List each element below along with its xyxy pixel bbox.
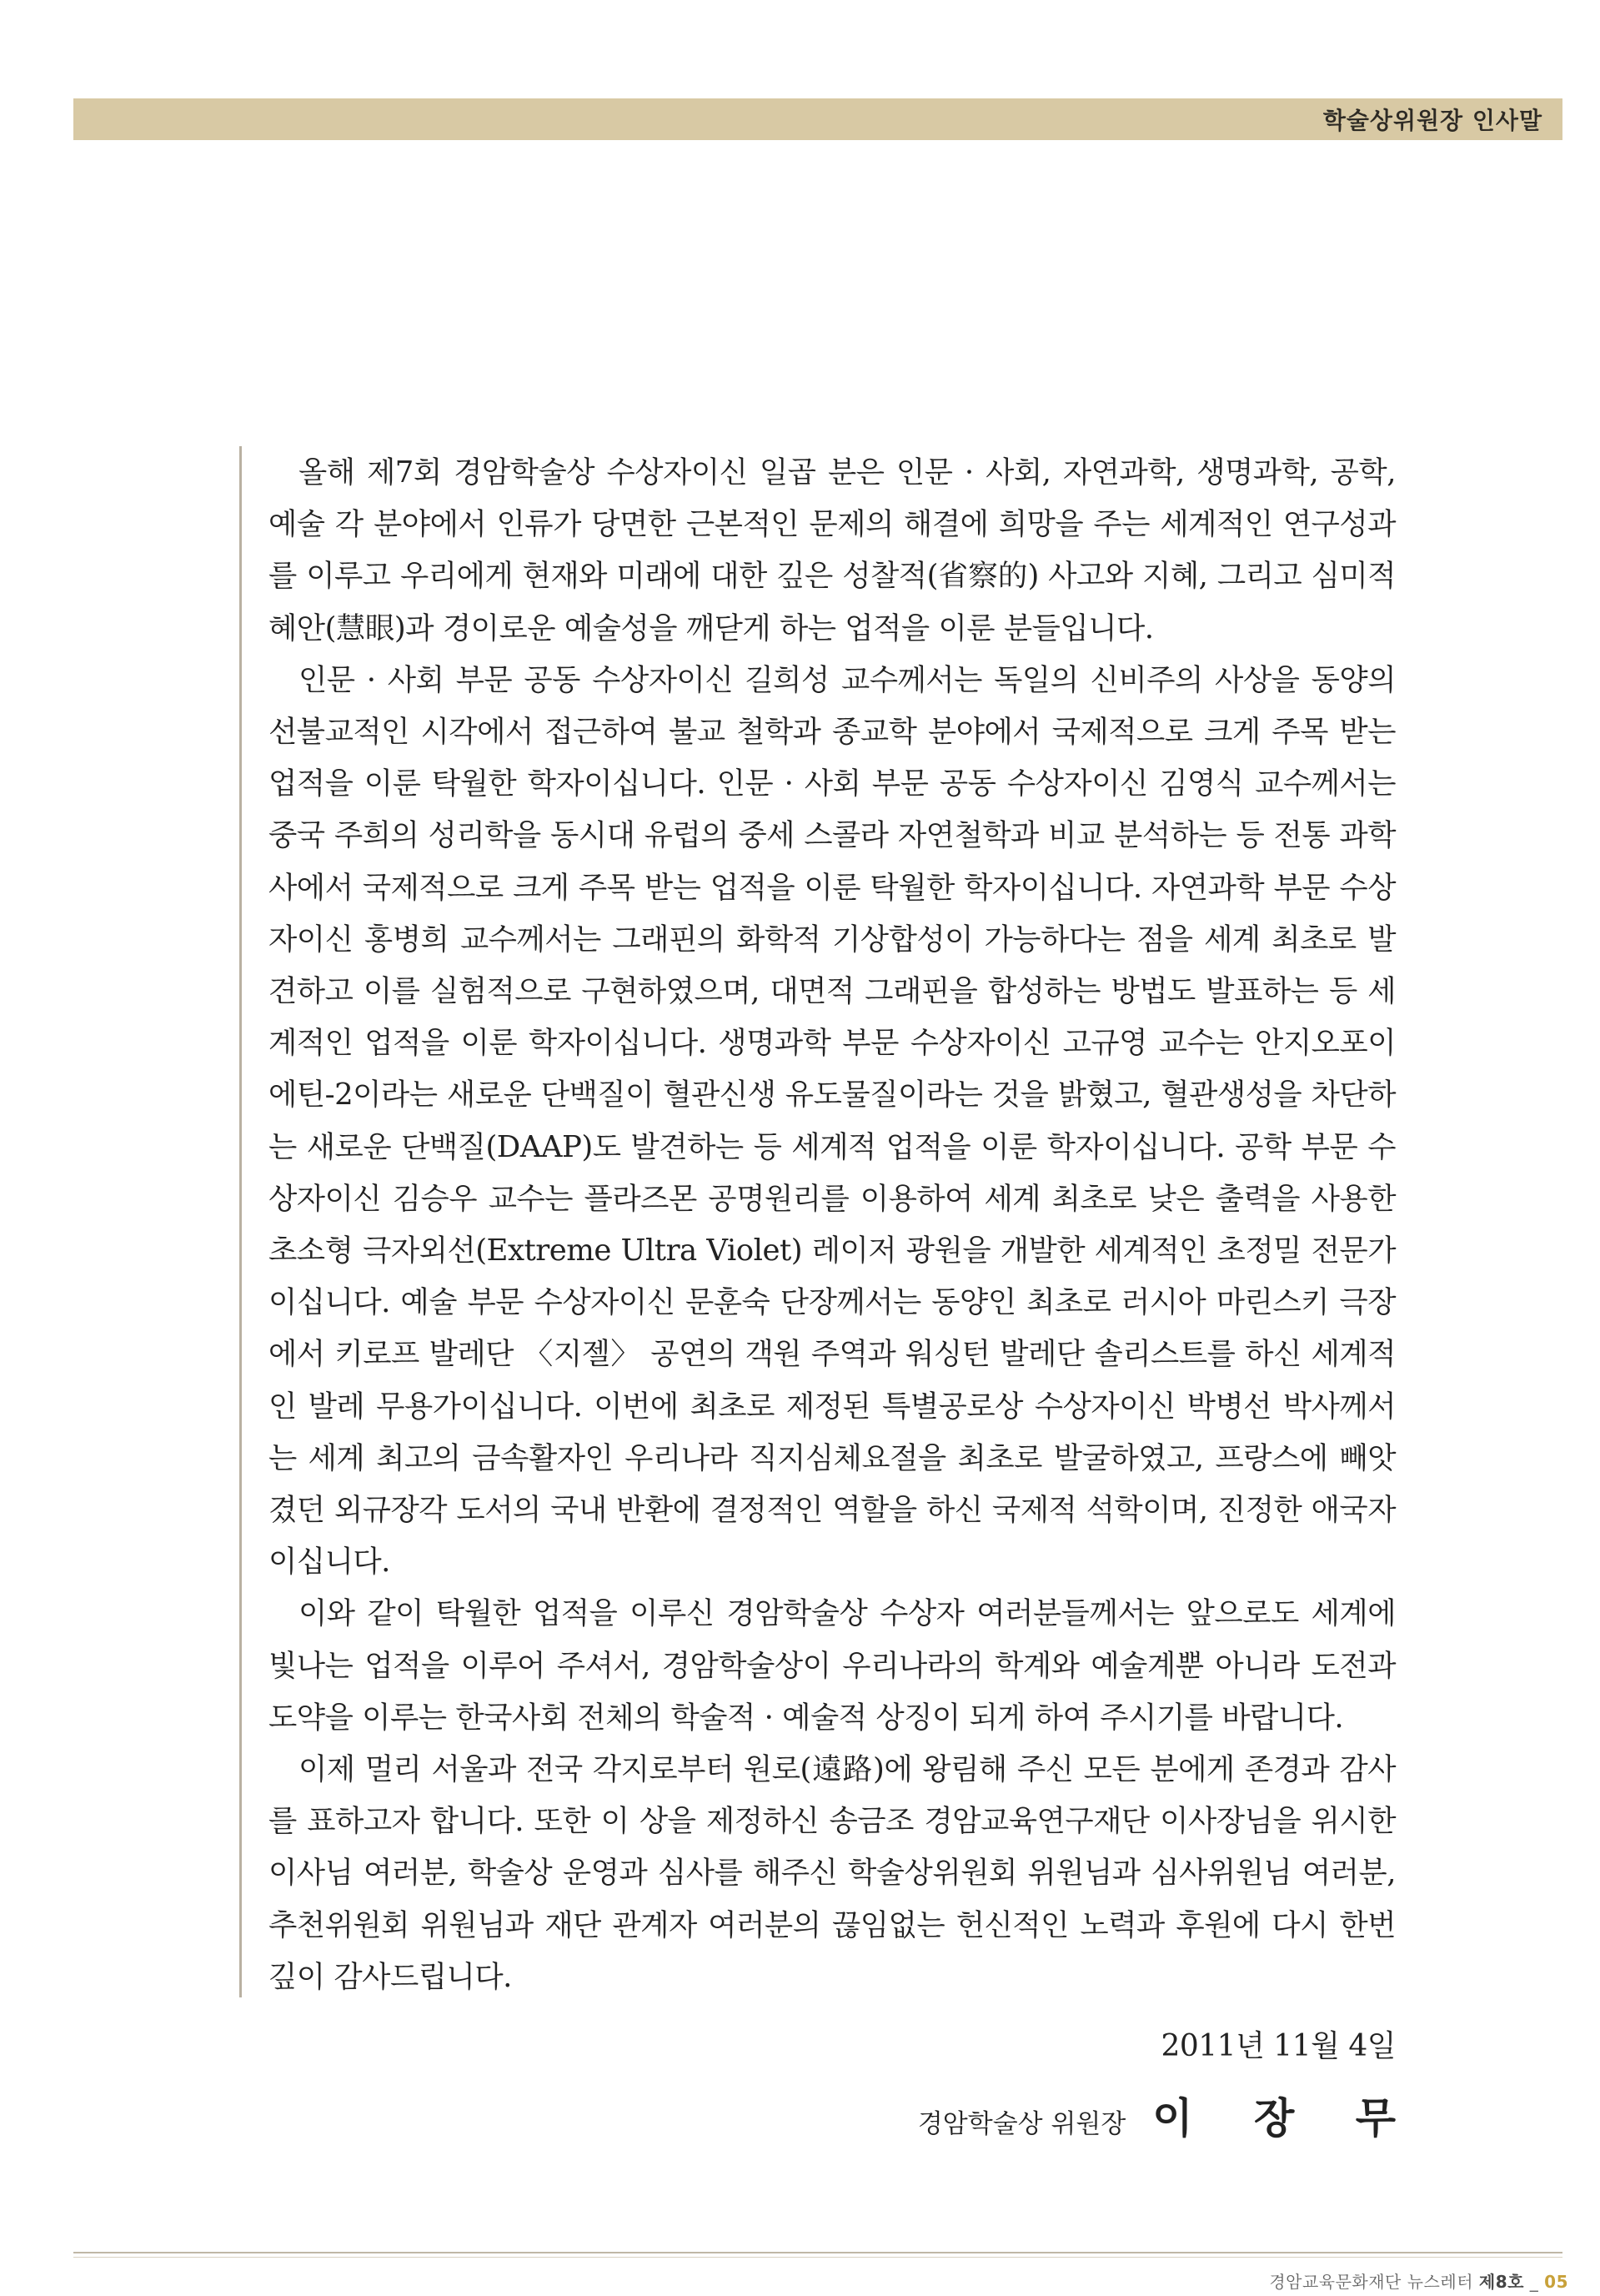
footer-rule bbox=[73, 2252, 1562, 2253]
left-vertical-rule bbox=[239, 446, 242, 1997]
letter-body bbox=[268, 447, 1396, 2003]
paragraph-thanks: 이제 멀리 서울과 전국 각지로부터 원로(遠路)에 왕림해 주신 모든 분에게 존경과 감사를 표하고자 합니다. 또한 이 상을 제정하신 송금조 경암교육연구재단 이사장님을 위시한 이사님 여러분, 학술상 운영과 심사를 해주신 학술상위원회 위원님과 심사위원님 여러분, 추천위원회 위원님과 재단 관계자 여러분의 끊임없는 헌신적인 노력과 후원에 다시 한번 깊이 감사드립니다. bbox=[268, 1752, 1396, 1994]
paragraph-wishes: 이와 같이 탁월한 업적을 이루신 경암학술상 수상자 여러분들께서는 앞으로도 세계에 빛나는 업적을 이루어 주셔서, 경암학술상이 우리나라의 학계와 예술계뿐 아니라 도전과 도약을 이루는 한국사회 전체의 학술적 · 예술적 상징이 되게 하여 주시기를 바랍니다. bbox=[268, 1596, 1396, 1735]
letter-date: 2011년 11월 4일 bbox=[1161, 2029, 1396, 2063]
page-footer bbox=[1269, 2268, 1568, 2293]
footer-separator: _ bbox=[1529, 2272, 1539, 2292]
signer-role: 경암학술상 위원장 bbox=[917, 2109, 1126, 2139]
paragraph-intro: 올해 제7회 경암학술상 수상자이신 일곱 분은 인문 · 사회, 자연과학, 생명과학, 공학, 예술 각 분야에서 인류가 당면한 근본적인 문제의 해결에 희망을 주는 세계적인 연구성과를 이루고 우리에게 현재와 미래에 대한 깊은 성찰적(省察的) 사고와 지혜, 그리고 심미적 혜안(慧眼)과 경이로운 예술성을 깨닫게 하는 업적을 이룬 분들입니다. bbox=[268, 455, 1396, 646]
page-number: 05 bbox=[1544, 2272, 1568, 2292]
signature-block bbox=[917, 2085, 1419, 2145]
issue-number: 제8호 bbox=[1478, 2272, 1524, 2292]
publication-name: 경암교육문화재단 뉴스레터 bbox=[1269, 2272, 1474, 2292]
header-bar bbox=[73, 98, 1562, 140]
signer-name: 이 장 무 bbox=[1152, 2093, 1419, 2143]
section-title: 학술상위원장 인사말 bbox=[1322, 107, 1542, 134]
footer-rule-thin bbox=[73, 2257, 1562, 2258]
paragraph-laureates: 인문 · 사회 부문 공동 수상자이신 길희성 교수께서는 독일의 신비주의 사상을 동양의 선불교적인 시각에서 접근하여 불교 철학과 종교학 분야에서 국제적으로 크게 주목 받는 업적을 이룬 탁월한 학자이십니다. 인문 · 사회 부문 공동 수상자이신 김영식 교수께서는 중국 주희의 성리학을 동시대 유럽의 중세 스콜라 자연철학과 비교 분석하는 등 전통 과학사에서 국제적으로 크게 주목 받는 업적을 이룬 탁월한 학자이십니다. 자연과학 부문 수상자이신 홍병희 교수께서는 그래핀의 화학적 기상합성이 가능하다는 점을 세계 최초로 발견하고 이를 실험적으로 구현하였으며, 대면적 그래핀을 합성하는 방법도 발표하는 등 세계적인 업적을 이룬 학자이십니다. 생명과학 부문 수상자이신 고규영 교수는 안지오포이에틴-2이라는 새로운 단백질이 혈관신생 유도물질이라는 것을 밝혔고, 혈관생성을 차단하는 새로운 단백질(DAAP)도 발견하는 등 세계적 업적을 이룬 학자이십니다. 공학 부문 수상자이신 김승우 교수는 플라즈몬 공명원리를 이용하여 세계 최초로 낮은 출력을 사용한 초소형 극자외선(Extreme Ultra Violet) 레이저 광원을 개발한 세계적인 초정밀 전문가이십니다. 예술 부문 수상자이신 문훈숙 단장께서는 동양인 최초로 러시아 마린스키 극장에서 키로프 발레단 〈지젤〉 공연의 객원 주역과 워싱턴 발레단 솔리스트를 하신 세계적인 발레 무용가이십니다. 이번에 최초로 제정된 특별공로상 수상자이신 박병선 박사께서는 세계 최고의 금속활자인 우리나라 직지심체요절을 최초로 발굴하였고, 프랑스에 빼앗겼던 외규장각 도서의 국내 반환에 결정적인 역할을 하신 국제적 석학이며, 진정한 애국자이십니다. bbox=[268, 662, 1396, 1580]
